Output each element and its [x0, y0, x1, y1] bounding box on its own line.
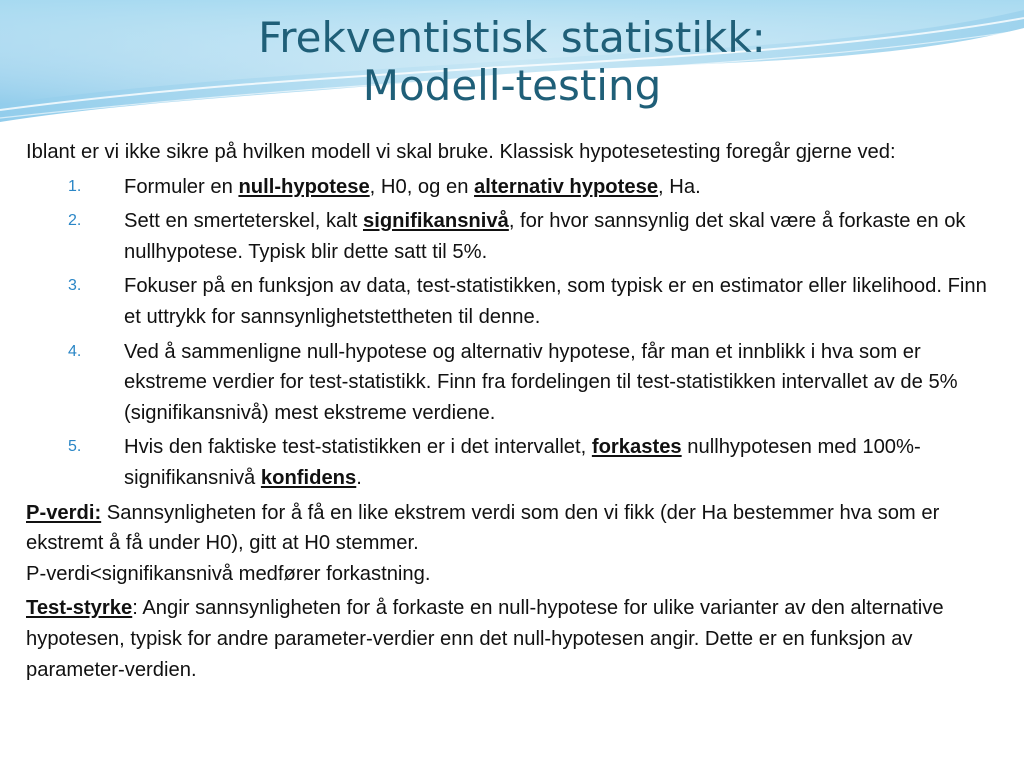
list-number: 3.	[68, 277, 82, 295]
keyword-forkastes: forkastes	[591, 436, 682, 459]
step-text: Fokuser på en funksjon av data, test-statistikken, som typisk er en estimator eller likelihood. Finn et uttrykk for sannsynlighetstettheten til denne.	[124, 275, 987, 328]
list-number: 2.	[68, 212, 82, 230]
slide-title	[0, 14, 1024, 110]
test-styrke-paragraph	[26, 593, 1001, 685]
list-number: 1.	[68, 177, 82, 195]
step-text: Sett en smerteterskel, kalt	[124, 210, 363, 233]
list-item	[26, 337, 1001, 429]
test-styrke-label: Test-styrke	[26, 597, 133, 620]
intro-text: Iblant er vi ikke sikre på hvilken modell vi skal bruke. Klassisk hypotesetesting foregår gjerne ved:	[26, 141, 896, 163]
title-line-1: Frekventistisk statistikk:	[258, 13, 766, 62]
title-line-2: Modell-testing	[362, 61, 662, 110]
keyword-signifikansniva: signifikansnivå	[362, 210, 509, 233]
step-text: nullhypotesen med 100%-signifikansnivå	[124, 436, 921, 489]
keyword-alternativ-hypotese: alternativ hypotese	[474, 175, 659, 198]
test-styrke-text: : Angir sannsynligheten for å forkaste en null-hypotese for ulike varianter av den alternative hypotesen, typisk for andre parameter-verdier enn det null-hypotesen angir. Dette er en funksjon av parameter-verdien.	[26, 597, 944, 681]
step-text: .	[356, 466, 362, 489]
keyword-null-hypotese: null-hypotese	[238, 175, 370, 198]
p-verdi-paragraph	[26, 498, 1001, 590]
list-item	[26, 172, 1001, 203]
step-text: Ved å sammenligne null-hypotese og alternativ hypotese, får man et innblikk i hva som er ekstreme verdier for test-statistikk. Finn fra fordelingen til test-statistikken intervallet av de 5% (signifikansnivå) mest ekstreme verdiene.	[124, 340, 958, 424]
step-text: , H0, og en	[369, 175, 475, 198]
p-verdi-rule: P-verdi<signifikansnivå medfører forkastning.	[26, 562, 431, 585]
list-item	[26, 206, 1001, 267]
list-number: 5.	[68, 438, 82, 456]
step-text: Formuler en	[124, 175, 239, 198]
slide-body	[26, 137, 1001, 685]
steps-list	[26, 172, 1001, 494]
step-text: , Ha.	[658, 175, 701, 198]
step-text: , for hvor sannsynlig det skal være å forkaste en ok nullhypotese. Typisk blir dette satt til 5%.	[124, 210, 966, 263]
p-verdi-text: Sannsynligheten for å få en like ekstrem verdi som den vi fikk (der Ha bestemmer hva som er ekstremt å få under H0), gitt at H0 stemmer.	[26, 501, 940, 555]
list-item	[26, 432, 1001, 493]
step-text: Hvis den faktiske test-statistikken er i det intervallet,	[124, 436, 592, 459]
list-number: 4.	[68, 342, 82, 360]
keyword-konfidens: konfidens	[260, 466, 357, 489]
list-item	[26, 271, 1001, 332]
p-verdi-label: P-verdi:	[26, 501, 102, 524]
